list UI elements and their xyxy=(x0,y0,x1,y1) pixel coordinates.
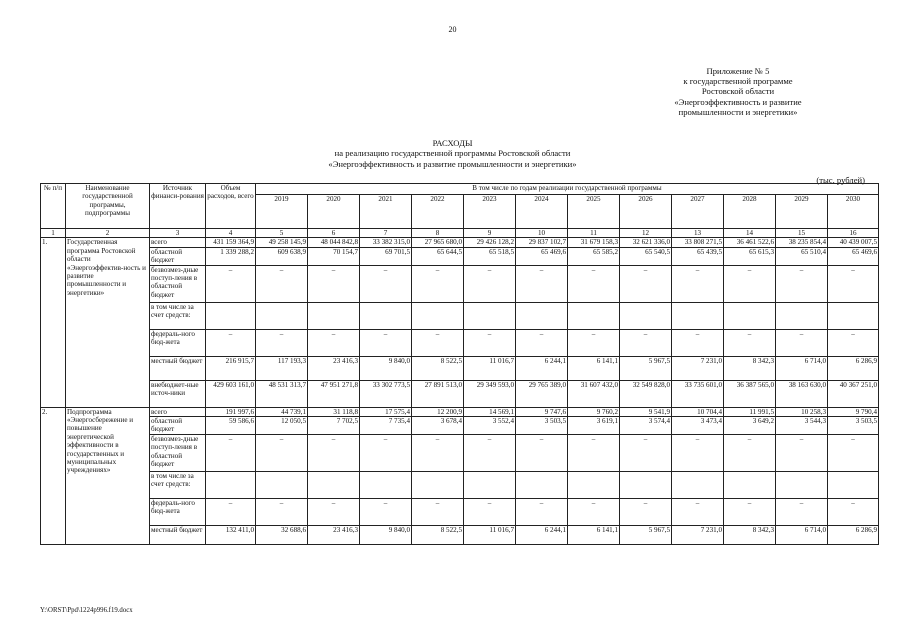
header-year: 2030 xyxy=(828,195,879,229)
year-amount: – xyxy=(620,498,672,525)
title-line: «Энергоэффективность и развитие промышленности и энергетики» xyxy=(328,158,577,169)
total-amount: 429 603 161,0 xyxy=(206,380,256,407)
year-amount: 47 951 271,8 xyxy=(308,380,360,407)
expenses-table xyxy=(40,183,879,545)
total-amount: 191 997,6 xyxy=(206,407,256,416)
year-amount xyxy=(256,302,308,329)
year-amount xyxy=(308,302,360,329)
year-amount: – xyxy=(672,434,724,471)
year-amount: 48 044 842,8 xyxy=(308,238,360,247)
year-amount: – xyxy=(828,265,879,302)
year-amount: 8 342,3 xyxy=(724,525,776,544)
funding-source: федераль-ного бюд-жета xyxy=(150,498,206,525)
year-amount: 23 416,3 xyxy=(308,525,360,544)
year-amount: 32 549 828,0 xyxy=(620,380,672,407)
year-amount xyxy=(776,302,828,329)
header-year: 2028 xyxy=(724,195,776,229)
year-amount: – xyxy=(256,265,308,302)
year-amount: – xyxy=(308,329,360,356)
column-number: 13 xyxy=(672,229,724,238)
column-number: 10 xyxy=(516,229,568,238)
year-amount xyxy=(828,471,879,498)
year-amount xyxy=(724,471,776,498)
year-amount: 36 387 565,0 xyxy=(724,380,776,407)
table-row xyxy=(41,525,879,544)
year-amount: – xyxy=(464,265,516,302)
year-amount: – xyxy=(412,265,464,302)
year-amount: – xyxy=(672,329,724,356)
year-amount: 8 342,3 xyxy=(724,356,776,380)
table-row xyxy=(41,407,879,416)
year-amount: 33 735 601,0 xyxy=(672,380,724,407)
appendix-line: Ростовской области xyxy=(701,86,775,97)
year-amount: – xyxy=(360,434,412,471)
table-row xyxy=(41,329,879,356)
year-amount: 49 258 145,9 xyxy=(256,238,308,247)
year-amount: – xyxy=(516,498,568,525)
year-amount: – xyxy=(620,265,672,302)
column-number: 16 xyxy=(828,229,879,238)
funding-source: всего xyxy=(150,238,206,247)
year-amount: – xyxy=(412,434,464,471)
funding-source: внебюджет-ные источ-ники xyxy=(150,380,206,407)
year-amount: 70 154,7 xyxy=(308,247,360,265)
year-amount: – xyxy=(724,498,776,525)
appendix-line: «Энергоэффективность и развитие xyxy=(674,96,802,107)
year-amount: 11 016,7 xyxy=(464,525,516,544)
year-amount: 8 522,5 xyxy=(412,525,464,544)
year-amount: 9 840,0 xyxy=(360,356,412,380)
header-year: 2019 xyxy=(256,195,308,229)
year-amount: 32 621 336,0 xyxy=(620,238,672,247)
year-amount: 9 541,9 xyxy=(620,407,672,416)
year-amount: 6 714,0 xyxy=(776,356,828,380)
header-year: 2024 xyxy=(516,195,568,229)
funding-source: областной бюджет xyxy=(150,247,206,265)
column-number: 14 xyxy=(724,229,776,238)
year-amount xyxy=(360,471,412,498)
year-amount: – xyxy=(620,329,672,356)
title-line: на реализацию государственной программы Ростовской области xyxy=(334,148,571,159)
year-amount: – xyxy=(308,265,360,302)
year-amount xyxy=(776,471,828,498)
year-amount: 6 286,9 xyxy=(828,525,879,544)
header-year: 2029 xyxy=(776,195,828,229)
year-amount: 65 585,2 xyxy=(568,247,620,265)
year-amount xyxy=(516,471,568,498)
table-row xyxy=(41,471,879,498)
year-amount: 7 231,0 xyxy=(672,525,724,544)
year-amount: 38 235 854,4 xyxy=(776,238,828,247)
column-number: 15 xyxy=(776,229,828,238)
year-amount: 65 644,5 xyxy=(412,247,464,265)
year-amount: 9 790,4 xyxy=(828,407,879,416)
year-amount: 33 808 271,5 xyxy=(672,238,724,247)
total-amount: – xyxy=(206,329,256,356)
year-amount: 6 286,9 xyxy=(828,356,879,380)
total-amount: – xyxy=(206,434,256,471)
year-amount: 65 615,3 xyxy=(724,247,776,265)
year-amount: 27 965 680,0 xyxy=(412,238,464,247)
year-amount: – xyxy=(828,329,879,356)
year-amount: 9 760,2 xyxy=(568,407,620,416)
table-row xyxy=(41,247,879,265)
year-amount: – xyxy=(360,265,412,302)
year-amount: 3 552,4 xyxy=(464,417,516,435)
year-amount: 31 679 158,3 xyxy=(568,238,620,247)
year-amount: 31 607 432,0 xyxy=(568,380,620,407)
table-row xyxy=(41,417,879,435)
year-amount xyxy=(256,471,308,498)
year-amount: 40 367 251,0 xyxy=(828,380,879,407)
year-amount: – xyxy=(620,434,672,471)
year-amount: 7 735,4 xyxy=(360,417,412,435)
year-amount: 8 522,5 xyxy=(412,356,464,380)
column-number: 1 xyxy=(41,229,66,238)
year-amount: – xyxy=(360,498,412,525)
table-row xyxy=(41,380,879,407)
year-amount: 27 891 513,0 xyxy=(412,380,464,407)
appendix-line: к государственной программе xyxy=(683,76,793,87)
year-amount: – xyxy=(412,498,464,525)
funding-source: безвозмез-дные поступ-ления в областной бюджет xyxy=(150,265,206,302)
year-amount: – xyxy=(360,329,412,356)
year-amount: – xyxy=(516,329,568,356)
year-amount: 65 469,6 xyxy=(828,247,879,265)
year-amount: – xyxy=(308,434,360,471)
table-row xyxy=(41,434,879,471)
header-year: 2025 xyxy=(568,195,620,229)
year-amount: – xyxy=(464,329,516,356)
header-year: 2022 xyxy=(412,195,464,229)
header-year: 2027 xyxy=(672,195,724,229)
year-amount xyxy=(568,471,620,498)
column-number: 12 xyxy=(620,229,672,238)
year-amount: – xyxy=(672,498,724,525)
program-name: Государственная программа Ростовской области «Энергоэффектив-ность и развитие промышленности и энергетики» xyxy=(66,238,150,407)
year-amount xyxy=(308,471,360,498)
column-number: 8 xyxy=(412,229,464,238)
year-amount: – xyxy=(724,329,776,356)
column-number: 7 xyxy=(360,229,412,238)
column-number: 3 xyxy=(150,229,206,238)
total-amount: 431 159 364,9 xyxy=(206,238,256,247)
table-row xyxy=(41,356,879,380)
title-line: РАСХОДЫ xyxy=(432,138,473,148)
file-path: Y:\ORST\Ppd\1224p996.f19.docx xyxy=(40,607,133,614)
year-amount: 38 163 630,0 xyxy=(776,380,828,407)
year-amount: 12 050,5 xyxy=(256,417,308,435)
year-amount: – xyxy=(256,329,308,356)
year-amount: 65 510,4 xyxy=(776,247,828,265)
year-amount xyxy=(620,471,672,498)
year-amount xyxy=(464,302,516,329)
year-amount: – xyxy=(828,498,879,525)
header-name: Наименование государственной программы, подпрограммы xyxy=(66,184,150,229)
year-amount xyxy=(412,471,464,498)
year-amount: 3 649,2 xyxy=(724,417,776,435)
year-amount: 7 702,5 xyxy=(308,417,360,435)
year-amount: – xyxy=(516,434,568,471)
year-amount xyxy=(464,471,516,498)
year-amount xyxy=(568,302,620,329)
column-number: 6 xyxy=(308,229,360,238)
year-amount: 6 141,1 xyxy=(568,525,620,544)
year-amount: – xyxy=(776,498,828,525)
year-amount: – xyxy=(724,265,776,302)
year-amount: 10 258,3 xyxy=(776,407,828,416)
year-amount: 5 967,5 xyxy=(620,356,672,380)
year-amount: 44 739,1 xyxy=(256,407,308,416)
year-amount: – xyxy=(256,498,308,525)
funding-source: безвозмез-дные поступ-ления в областной бюджет xyxy=(150,434,206,471)
year-amount: 5 967,5 xyxy=(620,525,672,544)
table-row xyxy=(41,498,879,525)
appendix-line: промышленности и энергетики» xyxy=(678,106,798,117)
year-amount xyxy=(516,302,568,329)
column-number: 5 xyxy=(256,229,308,238)
year-amount: 10 704,4 xyxy=(672,407,724,416)
table-row xyxy=(41,302,879,329)
year-amount: 9 840,0 xyxy=(360,525,412,544)
total-amount: – xyxy=(206,498,256,525)
year-amount: 3 503,5 xyxy=(828,417,879,435)
year-amount: – xyxy=(776,265,828,302)
funding-source: областной бюджет xyxy=(150,417,206,435)
header-year: 2026 xyxy=(620,195,672,229)
year-amount: 6 244,1 xyxy=(516,525,568,544)
year-amount: 29 426 128,2 xyxy=(464,238,516,247)
year-amount: 6 714,0 xyxy=(776,525,828,544)
program-name: Подпрограмма «Энергосбережение и повышение энергетической эффективности в государственных и муниципальных учреждениях» xyxy=(66,407,150,544)
section-number: 1. xyxy=(41,238,66,407)
year-amount: 29 765 389,0 xyxy=(516,380,568,407)
funding-source: в том числе за счет средств: xyxy=(150,471,206,498)
total-amount xyxy=(206,471,256,498)
header-year: 2021 xyxy=(360,195,412,229)
year-amount: – xyxy=(776,434,828,471)
year-amount: – xyxy=(724,434,776,471)
year-amount: – xyxy=(308,498,360,525)
total-amount: 216 915,7 xyxy=(206,356,256,380)
year-amount: – xyxy=(464,434,516,471)
year-amount: – xyxy=(568,329,620,356)
column-number: 9 xyxy=(464,229,516,238)
appendix-line: Приложение № 5 xyxy=(706,66,770,76)
year-amount: 11 016,7 xyxy=(464,356,516,380)
year-amount: – xyxy=(672,265,724,302)
year-amount xyxy=(412,302,464,329)
year-amount: 3 678,4 xyxy=(412,417,464,435)
year-amount: 3 473,4 xyxy=(672,417,724,435)
total-amount: 59 586,6 xyxy=(206,417,256,435)
year-amount: 9 747,6 xyxy=(516,407,568,416)
year-amount: 36 461 522,6 xyxy=(724,238,776,247)
total-amount: 1 339 288,2 xyxy=(206,247,256,265)
section-number: 2. xyxy=(41,407,66,544)
year-amount: 29 349 593,0 xyxy=(464,380,516,407)
total-amount xyxy=(206,302,256,329)
year-amount xyxy=(360,302,412,329)
table-row xyxy=(41,265,879,302)
year-amount: 31 118,8 xyxy=(308,407,360,416)
year-amount: 11 991,5 xyxy=(724,407,776,416)
header-total: Объем расходов, всего xyxy=(206,184,256,229)
appendix-note xyxy=(623,66,853,117)
year-amount xyxy=(620,302,672,329)
year-amount xyxy=(672,302,724,329)
year-amount: 65 469,6 xyxy=(516,247,568,265)
document-title xyxy=(0,138,905,169)
year-amount: – xyxy=(568,498,620,525)
year-amount: 6 141,1 xyxy=(568,356,620,380)
column-number: 11 xyxy=(568,229,620,238)
year-amount: 17 575,4 xyxy=(360,407,412,416)
year-amount: 29 837 102,7 xyxy=(516,238,568,247)
year-amount: 65 439,5 xyxy=(672,247,724,265)
year-amount: 65 518,5 xyxy=(464,247,516,265)
funding-source: в том числе за счет средств: xyxy=(150,302,206,329)
year-amount: 609 638,9 xyxy=(256,247,308,265)
funding-source: всего xyxy=(150,407,206,416)
year-amount: – xyxy=(828,434,879,471)
year-amount: 3 544,3 xyxy=(776,417,828,435)
header-num: № п/п xyxy=(41,184,66,229)
units-label: (тыс. рублей) xyxy=(816,175,865,185)
year-amount: 65 540,5 xyxy=(620,247,672,265)
year-amount: 6 244,1 xyxy=(516,356,568,380)
funding-source: федераль-ного бюд-жета xyxy=(150,329,206,356)
header-year: 2020 xyxy=(308,195,360,229)
year-amount: 23 416,3 xyxy=(308,356,360,380)
year-amount: – xyxy=(516,265,568,302)
year-amount xyxy=(672,471,724,498)
year-amount: 69 701,5 xyxy=(360,247,412,265)
year-amount: – xyxy=(568,265,620,302)
year-amount: 7 231,0 xyxy=(672,356,724,380)
page-number: 20 xyxy=(448,25,457,34)
year-amount: – xyxy=(568,434,620,471)
year-amount xyxy=(724,302,776,329)
year-amount: – xyxy=(412,329,464,356)
year-amount xyxy=(828,302,879,329)
table-row xyxy=(41,238,879,247)
year-amount: 3 503,5 xyxy=(516,417,568,435)
year-amount: 12 200,9 xyxy=(412,407,464,416)
column-number: 2 xyxy=(66,229,150,238)
year-amount: 48 531 313,7 xyxy=(256,380,308,407)
funding-source: местный бюджет xyxy=(150,356,206,380)
year-amount: – xyxy=(256,434,308,471)
total-amount: 132 411,0 xyxy=(206,525,256,544)
year-amount: 32 688,6 xyxy=(256,525,308,544)
year-amount: 3 574,4 xyxy=(620,417,672,435)
year-amount: 40 439 007,5 xyxy=(828,238,879,247)
year-amount: – xyxy=(776,329,828,356)
header-years-group: В том числе по годам реализации государственной программы xyxy=(256,184,879,195)
year-amount: 14 569,1 xyxy=(464,407,516,416)
funding-source: местный бюджет xyxy=(150,525,206,544)
total-amount: – xyxy=(206,265,256,302)
year-amount: 117 193,3 xyxy=(256,356,308,380)
column-number: 4 xyxy=(206,229,256,238)
header-year: 2023 xyxy=(464,195,516,229)
year-amount: 33 302 773,5 xyxy=(360,380,412,407)
year-amount: 33 382 315,0 xyxy=(360,238,412,247)
year-amount: – xyxy=(464,498,516,525)
header-source: Источник финанси-рования xyxy=(150,184,206,229)
year-amount: 3 619,1 xyxy=(568,417,620,435)
